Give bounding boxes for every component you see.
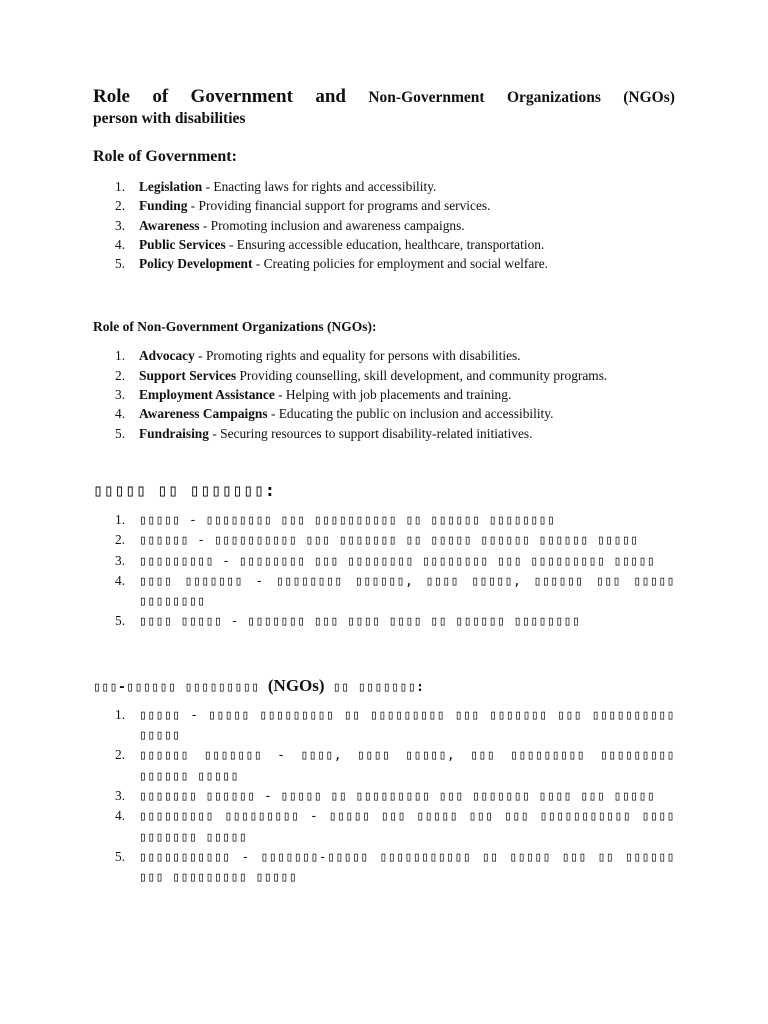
list-item: 1. Advocacy - Promoting rights and equality for persons with disabilities.	[115, 348, 521, 364]
list-item: 5. ▯▯▯▯ ▯▯▯▯▯ - ▯▯▯▯▯▯▯ ▯▯▯ ▯▯▯▯ ▯▯▯▯ ▯▯ ▯▯▯▯▯▯ ▯▯▯▯▯▯▯▯	[115, 613, 581, 630]
list-item: 5. Fundraising - Securing resources to support disability-related initiatives.	[115, 425, 533, 441]
document-subtitle: person with disabilities	[93, 110, 246, 127]
document-page	[93, 86, 675, 887]
list-item: 3. ▯▯▯▯▯▯▯ ▯▯▯▯▯▯ - ▯▯▯▯▯ ▯▯ ▯▯▯▯▯▯▯▯▯ ▯▯▯ ▯▯▯▯▯▯▯ ▯▯▯▯ ▯▯▯ ▯▯▯▯▯	[115, 787, 656, 804]
title-word: Role	[93, 86, 130, 107]
list-item: 4. Public Services - Ensuring accessible education, healthcare, transportation.	[115, 236, 545, 252]
list-item: 3. ▯▯▯▯▯▯▯▯▯ - ▯▯▯▯▯▯▯▯ ▯▯▯ ▯▯▯▯▯▯▯▯ ▯▯▯▯▯▯▯▯ ▯▯▯ ▯▯▯▯▯▯▯▯▯ ▯▯▯▯▯	[115, 552, 656, 569]
list-item: 2. ▯▯▯▯▯▯ ▯▯▯▯▯▯▯ - ▯▯▯▯, ▯▯▯▯ ▯▯▯▯▯, ▯▯▯ ▯▯▯▯▯▯▯▯▯ ▯▯▯▯▯▯▯▯▯ ▯▯▯▯▯▯ ▯▯▯▯▯	[115, 747, 675, 784]
title-word: Government	[190, 86, 293, 107]
section-heading-ngo: Role of Non-Government Organizations (NGOs):	[93, 319, 377, 335]
ngo-role-list	[93, 346, 675, 442]
list-item: 1. Legislation - Enacting laws for rights and accessibility.	[115, 179, 437, 194]
list-item: 1. ▯▯▯▯▯ - ▯▯▯▯▯▯▯▯ ▯▯▯ ▯▯▯▯▯▯▯▯▯▯ ▯▯ ▯▯▯▯▯▯ ▯▯▯▯▯▯▯▯	[115, 511, 556, 528]
list-item: 4. ▯▯▯▯▯▯▯▯▯ ▯▯▯▯▯▯▯▯▯ - ▯▯▯▯▯ ▯▯▯ ▯▯▯▯▯ ▯▯▯ ▯▯▯ ▯▯▯▯▯▯▯▯▯▯▯ ▯▯▯▯ ▯▯▯▯▯▯▯ ▯▯▯▯▯	[115, 808, 675, 845]
title-word: Organizations	[506, 89, 601, 106]
list-item: 2. Support Services Providing counselling, skill development, and community programs.	[115, 367, 608, 383]
list-item: 5. ▯▯▯▯▯▯▯▯▯▯▯ - ▯▯▯▯▯▯▯-▯▯▯▯▯ ▯▯▯▯▯▯▯▯▯▯▯ ▯▯ ▯▯▯▯▯ ▯▯▯ ▯▯ ▯▯▯▯▯▯ ▯▯▯ ▯▯▯▯▯▯▯▯▯ ▯▯▯▯▯	[115, 848, 675, 886]
title-word: (NGOs)	[623, 89, 675, 106]
title-word: of	[152, 86, 169, 107]
government-role-list-hindi	[93, 510, 675, 632]
list-item: 3. Awareness - Promoting inclusion and awareness campaigns.	[115, 217, 465, 233]
list-item: 3. Employment Assistance - Helping with job placements and training.	[115, 387, 512, 403]
list-item: 1. ▯▯▯▯▯ - ▯▯▯▯▯ ▯▯▯▯▯▯▯▯▯ ▯▯ ▯▯▯▯▯▯▯▯▯ ▯▯▯ ▯▯▯▯▯▯▯ ▯▯▯ ▯▯▯▯▯▯▯▯▯▯ ▯▯▯▯▯	[115, 706, 675, 744]
list-item: 4. Awareness Campaigns - Educating the public on inclusion and accessibility.	[115, 406, 554, 422]
title-word: and	[315, 86, 346, 107]
section-heading-ngo-hindi: ▯▯▯-▯▯▯▯▯▯ ▯▯▯▯▯▯▯▯▯ (NGOs) ▯▯ ▯▯▯▯▯▯▯:	[93, 675, 425, 695]
list-item: 2. Funding - Providing financial support for programs and services.	[115, 198, 491, 214]
hindi-ngo-section	[93, 676, 675, 888]
document-title	[93, 86, 675, 108]
section-heading-government: Role of Government:	[93, 148, 237, 165]
list-item: 2. ▯▯▯▯▯▯ - ▯▯▯▯▯▯▯▯▯▯ ▯▯▯ ▯▯▯▯▯▯▯ ▯▯ ▯▯▯▯▯ ▯▯▯▯▯▯ ▯▯▯▯▯▯ ▯▯▯▯▯	[115, 532, 639, 549]
government-role-list	[93, 177, 675, 273]
ngo-role-list-hindi	[93, 705, 675, 888]
list-item: 5. Policy Development - Creating policies for employment and social welfare.	[115, 256, 549, 272]
list-item: 4. ▯▯▯▯ ▯▯▯▯▯▯▯ - ▯▯▯▯▯▯▯▯ ▯▯▯▯▯▯, ▯▯▯▯ ▯▯▯▯▯, ▯▯▯▯▯▯ ▯▯▯ ▯▯▯▯▯ ▯▯▯▯▯▯▯▯	[115, 572, 675, 610]
title-word: Non-Government	[368, 89, 485, 106]
section-heading-government-hindi: ▯▯▯▯▯ ▯▯ ▯▯▯▯▯▯▯:	[93, 480, 276, 501]
hindi-government-section	[93, 481, 675, 632]
